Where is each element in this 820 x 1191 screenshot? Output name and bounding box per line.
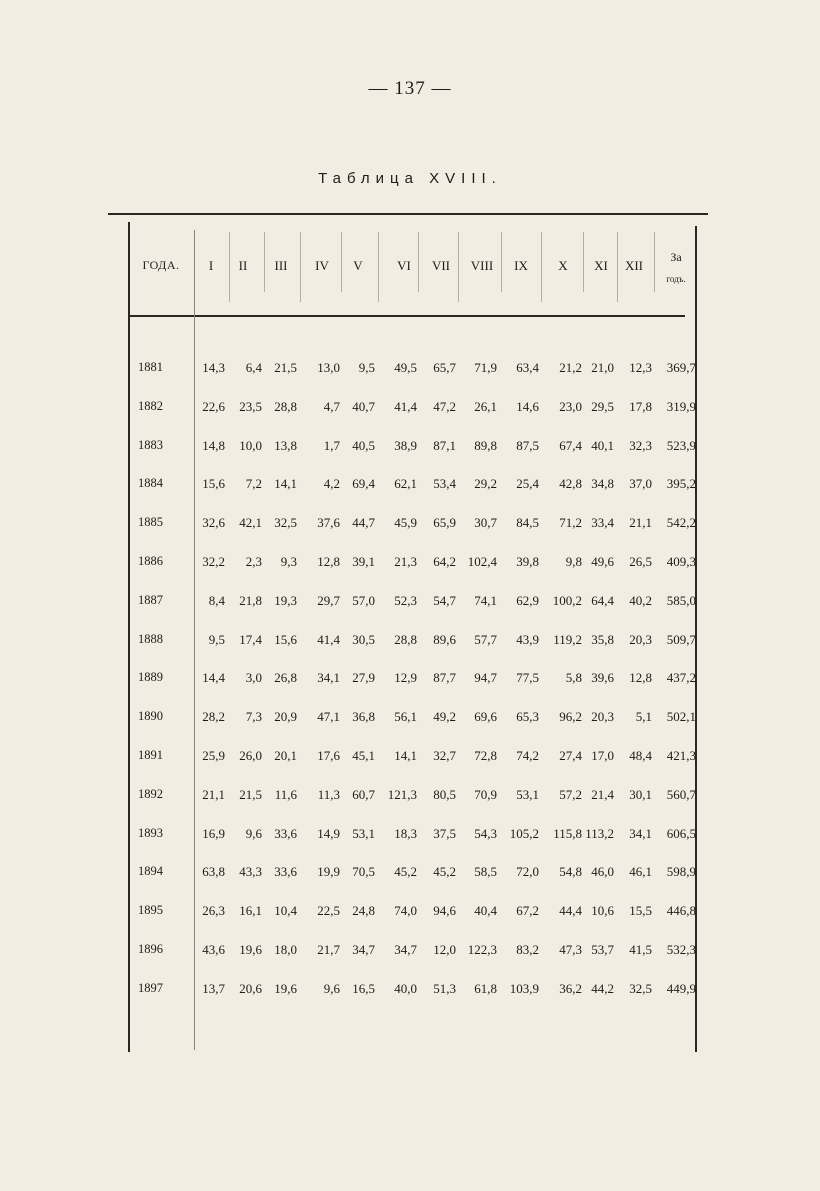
cell-total: 542,2 bbox=[666, 515, 696, 531]
cell-month-8: 72,8 bbox=[474, 748, 497, 763]
cell-month-9: 83,2 bbox=[516, 942, 539, 957]
header-month-8: VIII bbox=[470, 258, 494, 273]
cell-month-2: 6,4 bbox=[245, 360, 262, 375]
cell-month-5: 57,0 bbox=[352, 592, 375, 608]
row-year: 1889 bbox=[138, 670, 163, 685]
cell-month-9: 72,0 bbox=[516, 864, 539, 880]
cell-month-4: 13,0 bbox=[317, 360, 340, 375]
cell-month-5: 34,7 bbox=[352, 942, 375, 957]
cell-month-2: 23,5 bbox=[239, 398, 262, 414]
cell-month-9: 62,9 bbox=[516, 592, 539, 608]
cell-month-7: 65,7 bbox=[433, 360, 456, 375]
cell-month-7: 53,4 bbox=[433, 476, 456, 492]
table-row bbox=[0, 942, 820, 962]
cell-month-1: 14,4 bbox=[202, 670, 225, 686]
cell-month-4: 4,2 bbox=[323, 476, 340, 492]
cell-month-2: 21,8 bbox=[239, 592, 262, 608]
cell-month-11: 113,2 bbox=[585, 825, 614, 841]
cell-month-1: 21,1 bbox=[202, 786, 225, 802]
cell-month-5: 44,7 bbox=[352, 515, 375, 531]
cell-month-1: 25,9 bbox=[202, 748, 225, 763]
cell-month-11: 46,0 bbox=[591, 864, 614, 880]
cell-total: 502,1 bbox=[666, 709, 696, 725]
cell-month-3: 20,9 bbox=[274, 709, 297, 725]
cell-month-8: 30,7 bbox=[474, 515, 497, 531]
cell-total: 395,2 bbox=[666, 476, 696, 492]
cell-month-9: 67,2 bbox=[516, 903, 539, 919]
table-row bbox=[0, 554, 820, 574]
cell-month-4: 12,8 bbox=[317, 554, 340, 569]
cell-month-8: 40,4 bbox=[474, 903, 497, 919]
row-year: 1894 bbox=[138, 864, 163, 879]
cell-month-4: 21,7 bbox=[317, 942, 340, 957]
cell-month-2: 3,0 bbox=[245, 670, 262, 686]
cell-month-5: 36,8 bbox=[352, 709, 375, 725]
cell-month-7: 32,7 bbox=[433, 748, 456, 763]
cell-month-6: 62,1 bbox=[394, 476, 417, 492]
cell-month-6: 38,9 bbox=[394, 437, 417, 453]
cell-month-3: 10,4 bbox=[274, 903, 297, 919]
cell-month-7: 49,2 bbox=[433, 709, 456, 725]
cell-month-10: 67,4 bbox=[559, 437, 582, 453]
cell-month-9: 53,1 bbox=[516, 786, 539, 802]
cell-total: 437,2 bbox=[666, 670, 696, 686]
cell-month-6: 18,3 bbox=[394, 825, 417, 841]
cell-month-8: 58,5 bbox=[474, 864, 497, 880]
cell-month-6: 12,9 bbox=[394, 670, 417, 686]
cell-month-5: 39,1 bbox=[352, 554, 375, 569]
cell-month-1: 8,4 bbox=[208, 592, 225, 608]
cell-month-12: 21,1 bbox=[629, 515, 652, 531]
header-total bbox=[655, 248, 697, 288]
header-month-5: V bbox=[353, 258, 363, 273]
table-row bbox=[0, 826, 820, 846]
cell-month-6: 45,2 bbox=[394, 864, 417, 880]
row-year: 1885 bbox=[138, 515, 163, 530]
row-year: 1891 bbox=[138, 748, 163, 762]
table-header bbox=[0, 250, 820, 290]
table-row bbox=[0, 593, 820, 613]
table-row bbox=[0, 670, 820, 690]
cell-month-1: 14,3 bbox=[202, 360, 225, 375]
table-row bbox=[0, 709, 820, 729]
cell-month-1: 22,6 bbox=[202, 398, 225, 414]
cell-month-12: 48,4 bbox=[629, 748, 652, 763]
cell-month-3: 11,6 bbox=[274, 786, 297, 802]
cell-month-6: 40,0 bbox=[394, 980, 417, 996]
header-month-2: II bbox=[238, 258, 248, 273]
cell-month-3: 14,1 bbox=[274, 476, 297, 492]
cell-month-3: 15,6 bbox=[274, 631, 297, 647]
cell-month-10: 47,3 bbox=[559, 942, 582, 957]
cell-month-11: 64,4 bbox=[591, 592, 614, 608]
cell-month-1: 43,6 bbox=[202, 942, 225, 957]
cell-month-10: 9,8 bbox=[565, 554, 582, 569]
cell-month-11: 35,8 bbox=[591, 631, 614, 647]
cell-month-1: 26,3 bbox=[202, 903, 225, 919]
cell-month-7: 65,9 bbox=[433, 515, 456, 531]
cell-month-9: 77,5 bbox=[516, 670, 539, 686]
cell-month-10: 54,8 bbox=[559, 864, 582, 880]
cell-month-12: 41,5 bbox=[629, 942, 652, 957]
cell-month-3: 21,5 bbox=[274, 360, 297, 375]
cell-month-8: 61,8 bbox=[474, 980, 497, 996]
row-year: 1883 bbox=[138, 437, 163, 452]
table-title: Таблица XVIII. bbox=[318, 170, 502, 187]
cell-month-11: 34,8 bbox=[591, 476, 614, 492]
cell-month-4: 17,6 bbox=[317, 748, 340, 763]
cell-month-6: 34,7 bbox=[394, 942, 417, 957]
cell-month-4: 47,1 bbox=[317, 709, 340, 725]
row-year: 1896 bbox=[138, 942, 163, 956]
cell-month-1: 15,6 bbox=[202, 476, 225, 492]
cell-month-6: 45,9 bbox=[394, 515, 417, 531]
cell-total: 598,9 bbox=[666, 864, 696, 880]
header-month-10: X bbox=[558, 258, 568, 273]
cell-month-1: 16,9 bbox=[202, 825, 225, 841]
cell-month-8: 29,2 bbox=[474, 476, 497, 492]
cell-total: 409,3 bbox=[666, 554, 696, 569]
table-row bbox=[0, 981, 820, 1001]
cell-month-12: 26,5 bbox=[629, 554, 652, 569]
table-row bbox=[0, 787, 820, 807]
cell-month-5: 40,7 bbox=[352, 398, 375, 414]
cell-total: 532,3 bbox=[666, 942, 696, 957]
cell-month-6: 41,4 bbox=[394, 398, 417, 414]
table-row bbox=[0, 399, 820, 419]
cell-total: 585,0 bbox=[666, 592, 696, 608]
cell-month-2: 2,3 bbox=[245, 554, 262, 569]
cell-month-7: 87,1 bbox=[433, 437, 456, 453]
header-month-4: IV bbox=[315, 258, 329, 273]
cell-month-9: 25,4 bbox=[516, 476, 539, 492]
row-year: 1881 bbox=[138, 360, 163, 374]
cell-month-7: 89,6 bbox=[433, 631, 456, 647]
cell-month-3: 33,6 bbox=[274, 864, 297, 880]
cell-month-6: 21,3 bbox=[394, 554, 417, 569]
cell-month-5: 16,5 bbox=[352, 980, 375, 996]
cell-month-11: 29,5 bbox=[591, 398, 614, 414]
cell-month-7: 47,2 bbox=[433, 398, 456, 414]
header-month-6: VI bbox=[397, 258, 411, 273]
cell-month-9: 84,5 bbox=[516, 515, 539, 531]
cell-month-8: 102,4 bbox=[467, 554, 497, 569]
cell-month-4: 9,6 bbox=[323, 980, 340, 996]
table-row bbox=[0, 438, 820, 458]
cell-month-10: 27,4 bbox=[559, 748, 582, 763]
cell-total: 560,7 bbox=[666, 786, 696, 802]
cell-month-3: 9,3 bbox=[280, 554, 297, 569]
cell-month-9: 65,3 bbox=[516, 709, 539, 725]
cell-month-7: 54,7 bbox=[433, 592, 456, 608]
cell-month-10: 100,2 bbox=[552, 592, 582, 608]
cell-month-7: 64,2 bbox=[433, 554, 456, 569]
cell-month-1: 9,5 bbox=[208, 631, 225, 647]
cell-month-5: 9,5 bbox=[358, 360, 375, 375]
cell-month-2: 9,6 bbox=[245, 825, 262, 841]
cell-month-11: 49,6 bbox=[591, 554, 614, 569]
row-year: 1882 bbox=[138, 398, 163, 413]
cell-month-4: 4,7 bbox=[323, 398, 340, 414]
cell-month-4: 1,7 bbox=[323, 437, 340, 453]
cell-month-1: 63,8 bbox=[202, 864, 225, 880]
row-year: 1893 bbox=[138, 825, 163, 840]
cell-month-6: 121,3 bbox=[387, 786, 417, 802]
cell-month-2: 21,5 bbox=[239, 786, 262, 802]
cell-month-3: 32,5 bbox=[274, 515, 297, 531]
cell-month-5: 60,7 bbox=[352, 786, 375, 802]
cell-month-8: 71,9 bbox=[474, 360, 497, 375]
header-month-11: XI bbox=[594, 258, 608, 273]
cell-month-9: 87,5 bbox=[516, 437, 539, 453]
cell-total: 446,8 bbox=[666, 903, 696, 919]
page-number: — 137 — bbox=[368, 78, 452, 99]
header-year: ГОДА. bbox=[142, 258, 180, 272]
cell-month-1: 32,6 bbox=[202, 515, 225, 531]
cell-month-7: 87,7 bbox=[433, 670, 456, 686]
row-year: 1884 bbox=[138, 476, 163, 491]
cell-month-10: 96,2 bbox=[559, 709, 582, 725]
cell-month-5: 40,5 bbox=[352, 437, 375, 453]
cell-month-7: 94,6 bbox=[433, 903, 456, 919]
cell-month-9: 63,4 bbox=[516, 360, 539, 375]
table-row bbox=[0, 864, 820, 884]
cell-month-5: 53,1 bbox=[352, 825, 375, 841]
cell-month-11: 21,0 bbox=[591, 360, 614, 375]
cell-month-4: 22,5 bbox=[317, 903, 340, 919]
cell-month-10: 42,8 bbox=[559, 476, 582, 492]
cell-month-6: 49,5 bbox=[394, 360, 417, 375]
cell-month-12: 15,5 bbox=[629, 903, 652, 919]
cell-month-9: 39,8 bbox=[516, 554, 539, 569]
cell-month-8: 94,7 bbox=[474, 670, 497, 686]
cell-month-6: 28,8 bbox=[394, 631, 417, 647]
cell-month-3: 19,6 bbox=[274, 980, 297, 996]
cell-month-11: 21,4 bbox=[591, 786, 614, 802]
cell-month-2: 16,1 bbox=[239, 903, 262, 919]
header-bottom-rule bbox=[130, 315, 685, 317]
cell-month-9: 105,2 bbox=[509, 825, 539, 841]
cell-month-5: 27,9 bbox=[352, 670, 375, 686]
table-row bbox=[0, 515, 820, 535]
cell-month-12: 40,2 bbox=[629, 592, 652, 608]
cell-month-3: 13,8 bbox=[274, 437, 297, 453]
cell-month-12: 32,5 bbox=[629, 980, 652, 996]
cell-month-10: 44,4 bbox=[559, 903, 582, 919]
row-year: 1890 bbox=[138, 709, 163, 724]
cell-month-10: 115,8 bbox=[553, 825, 582, 841]
header-month-12: XII bbox=[624, 258, 644, 273]
cell-month-4: 14,9 bbox=[317, 825, 340, 841]
cell-month-2: 43,3 bbox=[239, 864, 262, 880]
cell-month-4: 19,9 bbox=[317, 864, 340, 880]
cell-total: 523,9 bbox=[666, 437, 696, 453]
cell-month-9: 43,9 bbox=[516, 631, 539, 647]
cell-month-3: 28,8 bbox=[274, 398, 297, 414]
cell-month-12: 32,3 bbox=[629, 437, 652, 453]
cell-month-1: 32,2 bbox=[202, 554, 225, 569]
cell-month-4: 37,6 bbox=[317, 515, 340, 531]
table-row bbox=[0, 903, 820, 923]
cell-month-6: 56,1 bbox=[394, 709, 417, 725]
cell-month-1: 13,7 bbox=[202, 980, 225, 996]
cell-month-8: 70,9 bbox=[474, 786, 497, 802]
cell-month-8: 69,6 bbox=[474, 709, 497, 725]
cell-month-5: 30,5 bbox=[352, 631, 375, 647]
cell-month-7: 37,5 bbox=[433, 825, 456, 841]
cell-month-3: 19,3 bbox=[274, 592, 297, 608]
row-year: 1892 bbox=[138, 786, 163, 801]
cell-month-3: 26,8 bbox=[274, 670, 297, 686]
table-row bbox=[0, 360, 820, 380]
cell-month-10: 23,0 bbox=[559, 398, 582, 414]
cell-month-12: 17,8 bbox=[629, 398, 652, 414]
cell-month-6: 74,0 bbox=[394, 903, 417, 919]
cell-month-10: 71,2 bbox=[559, 515, 582, 531]
cell-month-7: 51,3 bbox=[433, 980, 456, 996]
cell-total: 449,9 bbox=[666, 980, 696, 996]
cell-month-5: 24,8 bbox=[352, 903, 375, 919]
cell-month-8: 74,1 bbox=[474, 592, 497, 608]
header-total-line1: За bbox=[670, 250, 682, 264]
cell-month-2: 42,1 bbox=[239, 515, 262, 531]
table-row bbox=[0, 632, 820, 652]
cell-month-10: 57,2 bbox=[559, 786, 582, 802]
cell-month-2: 19,6 bbox=[239, 942, 262, 957]
header-month-1: I bbox=[208, 258, 214, 273]
cell-month-3: 18,0 bbox=[274, 942, 297, 957]
cell-month-3: 33,6 bbox=[274, 825, 297, 841]
cell-month-4: 29,7 bbox=[317, 592, 340, 608]
cell-month-1: 14,8 bbox=[202, 437, 225, 453]
cell-month-8: 57,7 bbox=[474, 631, 497, 647]
cell-month-2: 17,4 bbox=[239, 631, 262, 647]
header-total-line2: годъ. bbox=[666, 274, 686, 284]
cell-month-12: 12,8 bbox=[629, 670, 652, 686]
cell-month-12: 20,3 bbox=[629, 631, 652, 647]
cell-month-9: 74,2 bbox=[516, 748, 539, 763]
cell-month-6: 52,3 bbox=[394, 592, 417, 608]
cell-total: 606,5 bbox=[666, 825, 696, 841]
cell-month-10: 36,2 bbox=[559, 980, 582, 996]
cell-month-8: 54,3 bbox=[474, 825, 497, 841]
cell-month-11: 39,6 bbox=[591, 670, 614, 686]
cell-month-11: 33,4 bbox=[591, 515, 614, 531]
cell-total: 369,7 bbox=[666, 360, 696, 375]
cell-month-6: 14,1 bbox=[394, 748, 417, 763]
cell-month-7: 12,0 bbox=[433, 942, 456, 957]
row-year: 1888 bbox=[138, 631, 163, 646]
cell-month-11: 53,7 bbox=[591, 942, 614, 957]
cell-month-5: 45,1 bbox=[352, 748, 375, 763]
cell-month-12: 46,1 bbox=[629, 864, 652, 880]
cell-month-4: 41,4 bbox=[317, 631, 340, 647]
cell-month-9: 14,6 bbox=[516, 398, 539, 414]
cell-month-2: 7,3 bbox=[245, 709, 262, 725]
header-month-7: VII bbox=[431, 258, 451, 273]
cell-month-8: 26,1 bbox=[474, 398, 497, 414]
cell-month-10: 5,8 bbox=[565, 670, 582, 686]
cell-month-5: 69,4 bbox=[352, 476, 375, 492]
cell-month-11: 17,0 bbox=[591, 748, 614, 763]
cell-month-11: 20,3 bbox=[591, 709, 614, 725]
cell-month-11: 40,1 bbox=[591, 437, 614, 453]
cell-month-12: 30,1 bbox=[629, 786, 652, 802]
cell-month-8: 122,3 bbox=[467, 942, 497, 957]
cell-month-3: 20,1 bbox=[274, 748, 297, 763]
cell-month-4: 34,1 bbox=[317, 670, 340, 686]
cell-month-11: 44,2 bbox=[591, 980, 614, 996]
cell-month-2: 26,0 bbox=[239, 748, 262, 763]
cell-total: 509,7 bbox=[666, 631, 696, 647]
header-month-3: III bbox=[274, 258, 288, 273]
cell-month-9: 103,9 bbox=[509, 980, 539, 996]
cell-month-8: 89,8 bbox=[474, 437, 497, 453]
cell-month-2: 10,0 bbox=[239, 437, 262, 453]
cell-month-2: 20,6 bbox=[239, 980, 262, 996]
cell-month-4: 11,3 bbox=[317, 786, 340, 802]
cell-month-7: 80,5 bbox=[433, 786, 456, 802]
cell-total: 421,3 bbox=[666, 748, 696, 763]
cell-month-10: 21,2 bbox=[559, 360, 582, 375]
row-year: 1886 bbox=[138, 554, 163, 568]
row-year: 1895 bbox=[138, 903, 163, 918]
cell-month-12: 34,1 bbox=[629, 825, 652, 841]
cell-month-12: 5,1 bbox=[635, 709, 652, 725]
cell-month-12: 37,0 bbox=[629, 476, 652, 492]
table-top-rule bbox=[108, 213, 708, 215]
row-year: 1897 bbox=[138, 980, 163, 995]
cell-month-2: 7,2 bbox=[245, 476, 262, 492]
cell-month-7: 45,2 bbox=[433, 864, 456, 880]
cell-month-10: 119,2 bbox=[553, 631, 582, 647]
cell-month-5: 70,5 bbox=[352, 864, 375, 880]
cell-total: 319,9 bbox=[666, 398, 696, 414]
cell-month-11: 10,6 bbox=[591, 903, 614, 919]
table-row bbox=[0, 748, 820, 768]
cell-month-12: 12,3 bbox=[629, 360, 652, 375]
row-year: 1887 bbox=[138, 592, 163, 607]
cell-month-1: 28,2 bbox=[202, 709, 225, 725]
table-row bbox=[0, 476, 820, 496]
header-month-9: IX bbox=[514, 258, 528, 273]
